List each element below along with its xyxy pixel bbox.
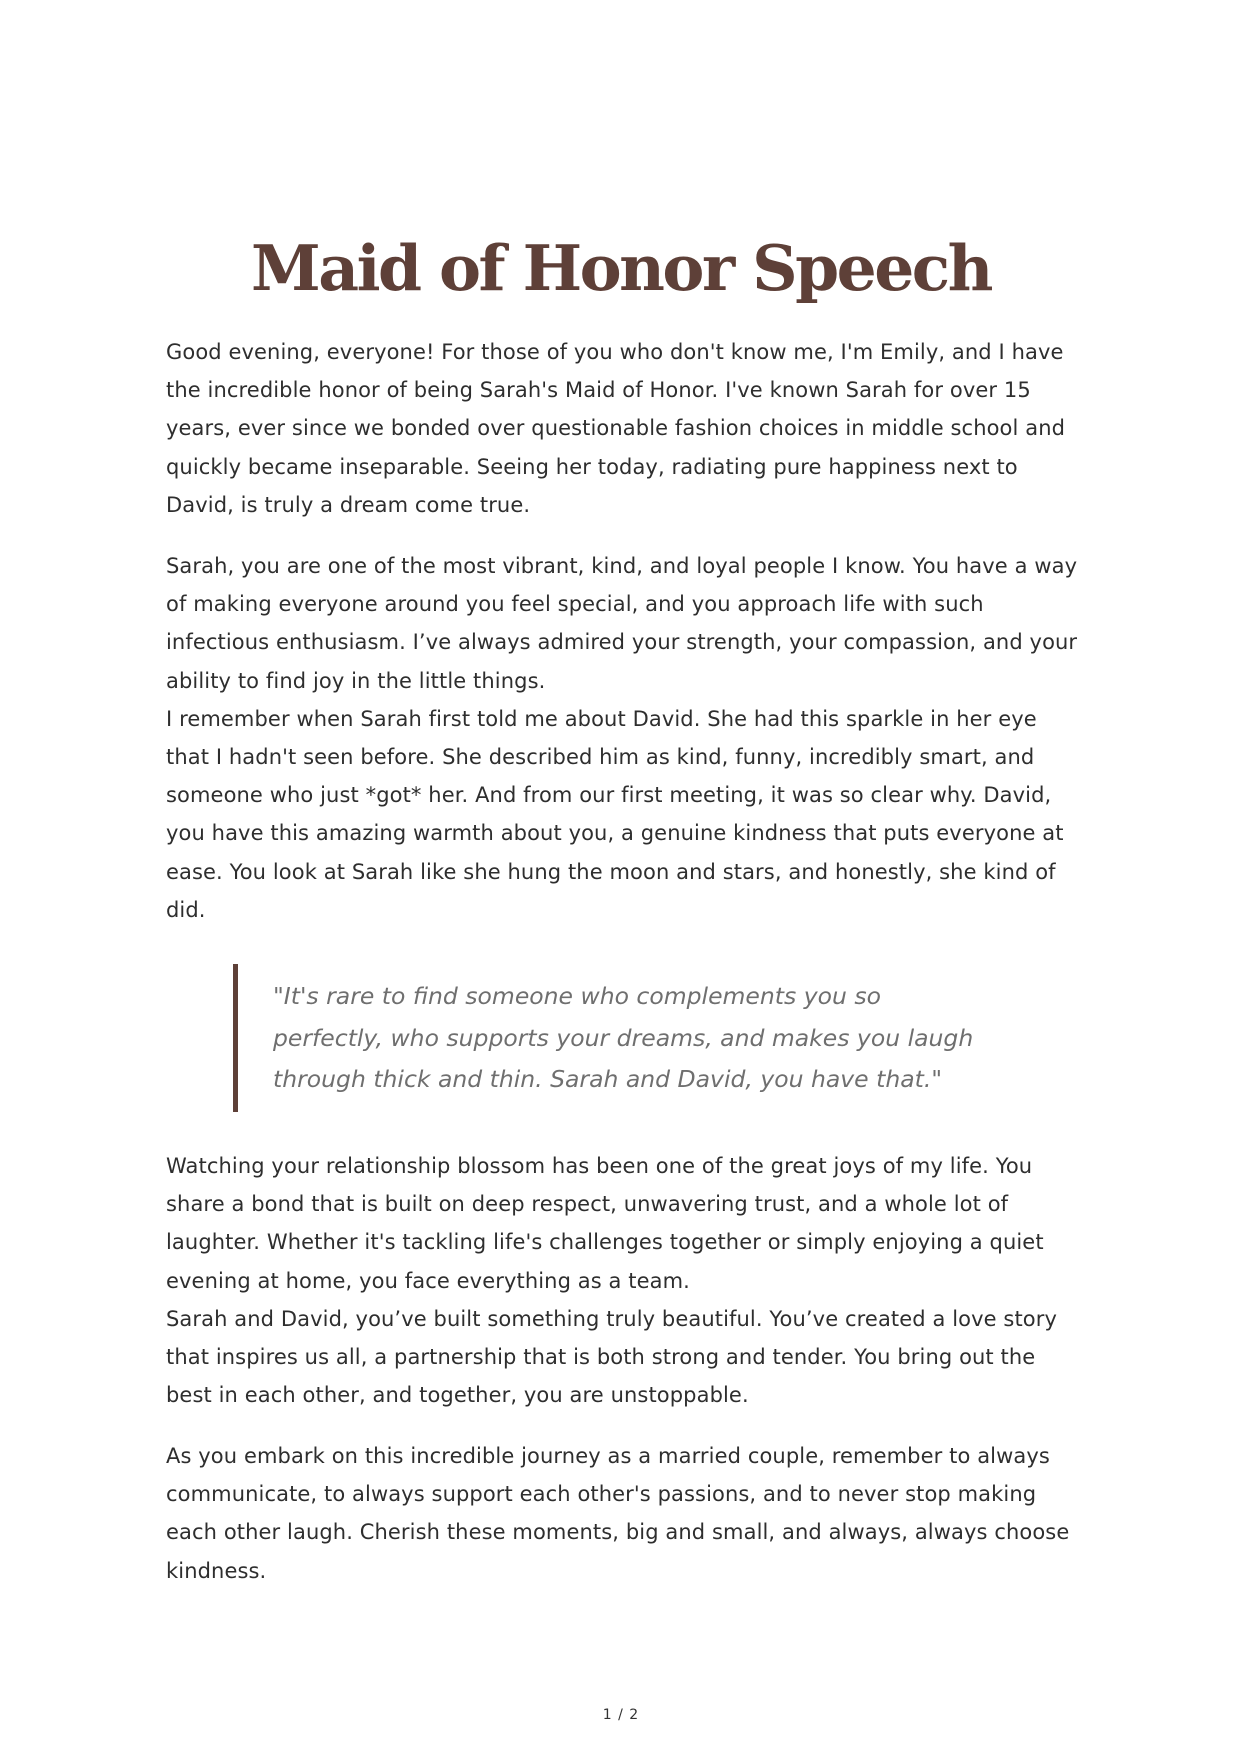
page-title: Maid of Honor Speech xyxy=(251,231,991,305)
page-number: 1 / 2 xyxy=(602,1707,640,1723)
paragraph-closing xyxy=(166,1437,1086,1590)
paragraph-about-sarah-david xyxy=(166,547,1086,929)
paragraph-text: As you embark on this incredible journey as a married couple, remember to always communicate, to always support each other's passions, and to never stop making each other laugh. Cherish these moments, big and small, and always, always choose kindness. xyxy=(166,1444,1070,1583)
paragraph-text: Good evening, everyone! For those of you who don't know me, I'm Emily, and I have the incredible honor of being Sarah's Maid of Honor. I've known Sarah for over 15 years, ever since we bonded over questionable fashion choices in middle school and quickly became inseparable. Seeing her today, radiating pure happiness next to David, is truly a dream come true. xyxy=(166,340,1066,517)
paragraph-text: I remember when Sarah first told me about David. She had this sparkle in her eye that I hadn't seen before. She described him as kind, funny, incredibly smart, and someone who just *got* her. And from our first meeting, it was so clear why. David, you have this amazing warmth about you, a genuine kindness that puts everyone at ease. You look at Sarah like she hung the moon and stars, and honestly, she kind of did. xyxy=(166,706,1064,922)
paragraph-relationship xyxy=(166,1147,1086,1414)
paragraph-text: Sarah, you are one of the most vibrant, kind, and loyal people I know. You have a way of making everyone around you feel special, and you approach life with such infectious enthusiasm. I’ve always admired your strength, your compassion, and your ability to find joy in the little things. xyxy=(166,554,1078,693)
paragraph-text: Sarah and David, you’ve built something truly beautiful. You’ve created a love story that inspires us all, a partnership that is both strong and tender. You bring out the best in each other, and together, you are unstoppable. xyxy=(166,1306,1058,1408)
paragraph-text: Watching your relationship blossom has been one of the great joys of my life. You share a bond that is built on deep respect, unwavering trust, and a whole lot of laughter. Whether it's tackling life's challenges together or simply enjoying a quiet evening at home, you face everything as a team. xyxy=(166,1154,1044,1293)
paragraph-intro xyxy=(166,333,1086,524)
quote-text: "It's rare to find someone who complements you so perfectly, who supports your dreams, and makes you laugh through thick and thin. Sarah and David, you have that." xyxy=(273,982,974,1093)
blockquote xyxy=(233,964,993,1112)
